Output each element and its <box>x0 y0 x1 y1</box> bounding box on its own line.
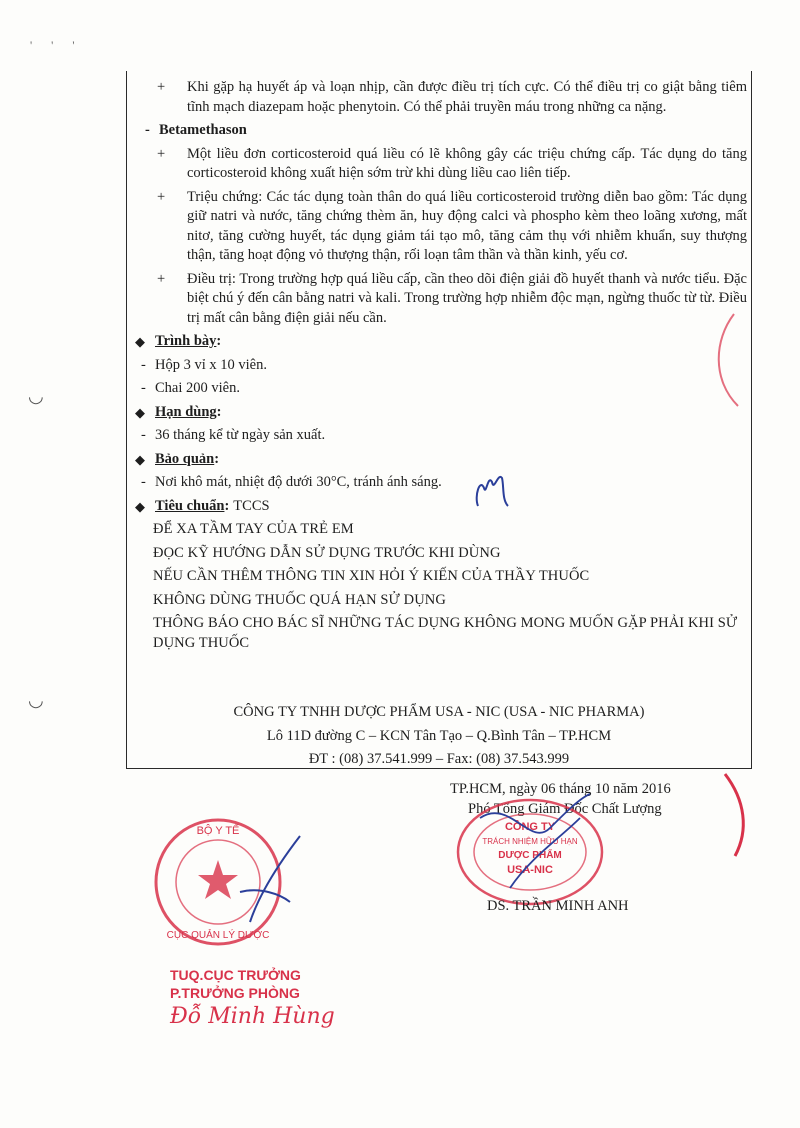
list-item: - Nơi khô mát, nhiệt độ dưới 30°C, tránh ánh sáng. <box>141 474 442 490</box>
list-item: - 36 tháng kể từ ngày sản xuất. <box>141 427 326 443</box>
betamethason-item: + Một liều đơn corticosteroid quá liều có lẽ không gây các triệu chứng cấp. Tác dụng do tăng corticosteroid không xuất hiện sớm trừ khi dùng liều cao liên tiếp. <box>157 145 747 181</box>
svg-text:BỘ Y TẾ: BỘ Y TẾ <box>196 825 240 837</box>
binder-hole-mark: ◡ <box>28 690 44 710</box>
section-heading-tieu-chuan: ◆ Tiêu chuẩn : TCCS <box>135 497 747 517</box>
section-heading-trinh-bay: ◆ Trình bày : <box>135 332 747 352</box>
betamethason-item: + Triệu chứng: Các tác dụng toàn thân do quá liều corticosteroid trường diễn bao gồm: Tác dụng giữ natri và nước, tăng chứng thèm ăn, huy động calci và phospho kèm theo loãng xương, mất nitơ, tăng cường huyết, tác dụng giảm tái tạo mô, tăng cảm thụ với nhiễm khuẩn, suy thượng thận, tăng hoạt động vỏ thượng thận, rối loạn tâm thần và thần kinh, yếu cơ. <box>157 188 747 263</box>
signature-block <box>450 779 740 819</box>
company-address: Lô 11D đường C – KCN Tân Tạo – Q.Bình Tân – TP.HCM <box>266 728 612 744</box>
binder-hole-mark: ◡ <box>28 386 44 406</box>
warning-line: ĐỂ XA TẦM TAY CỦA TRẺ EM <box>153 521 354 537</box>
scan-marks: ' ' ' <box>30 38 83 52</box>
svg-text:CÔNG TY: CÔNG TY <box>504 821 556 833</box>
company-name: CÔNG TY TNHH DƯỢC PHẨM USA - NIC (USA - NIC PHARMA) <box>233 704 645 720</box>
svg-text:USA-NIC: USA-NIC <box>507 864 553 876</box>
svg-text:CỤC QUẢN LÝ DƯỢC: CỤC QUẢN LÝ DƯỢC <box>166 930 270 941</box>
document-body <box>135 78 747 657</box>
section-heading-bao-quan: ◆ Bảo quản : <box>135 450 747 470</box>
diamond-bullet-icon: ◆ <box>135 404 145 420</box>
list-item: - Chai 200 viên. <box>141 380 240 396</box>
signer-title: Phó Tổng Giám Đốc Chất Lượng <box>468 801 662 817</box>
overdose-item: + Khi gặp hạ huyết áp và loạn nhịp, cần được điều trị tích cực. Có thể điều trị co giật bằng tiêm tĩnh mạch diazepam hoặc phenytoin. Có thể phải truyền máu trong những ca nặng. <box>157 79 747 115</box>
svg-text:DƯỢC PHẨM: DƯỢC PHẨM <box>498 850 562 861</box>
signer-name: DS. TRẦN MINH ANH <box>487 898 629 914</box>
warning-line: KHÔNG DÙNG THUỐC QUÁ HẠN SỬ DỤNG <box>153 591 446 608</box>
date-line: TP.HCM, ngày 06 tháng 10 năm 2016 <box>450 781 671 797</box>
ministry-signature-block: TUQ.CỤC TRƯỞNG P.TRƯỞNG PHÒNG Đỗ Minh Hùng <box>170 966 335 1032</box>
warning-line: ĐỌC KỸ HƯỚNG DẪN SỬ DỤNG TRƯỚC KHI DÙNG <box>153 544 501 561</box>
diamond-bullet-icon: ◆ <box>135 498 145 514</box>
diamond-bullet-icon: ◆ <box>135 334 145 349</box>
svg-text:TRÁCH NHIỆM HỮU HẠN: TRÁCH NHIỆM HỮU HẠN <box>482 837 578 846</box>
warning-line: THÔNG BÁO CHO BÁC SĨ NHỮNG TÁC DỤNG KHÔNG MONG MUỐN GẶP PHẢI KHI SỬ DỤNG THUỐC <box>153 615 738 651</box>
betamethason-heading: - Betamethason <box>145 122 247 138</box>
list-item: - Hộp 3 vỉ x 10 viên. <box>141 356 267 373</box>
ministry-signer-name: Đỗ Minh Hùng <box>170 1004 335 1029</box>
ministry-seal-icon <box>148 812 288 952</box>
section-heading-han-dung: ◆ Hạn dùng : <box>135 403 747 423</box>
betamethason-item: + Điều trị: Trong trường hợp quá liều cấp, cần theo dõi điện giải đồ huyết thanh và nước tiểu. Đặc biệt chú ý đến cân bằng natri và kali. Trong trường hợp nhiễm độc mạn, ngừng thuốc từ từ. Điều trị mất cân bằng điện giải nếu cần. <box>157 270 747 326</box>
warning-line: NẾU CẦN THÊM THÔNG TIN XIN HỎI Ý KIẾN CỦA THẦY THUỐC <box>153 568 590 584</box>
diamond-bullet-icon: ◆ <box>135 451 145 467</box>
company-contact: ĐT : (08) 37.541.999 – Fax: (08) 37.543.999 <box>308 751 570 767</box>
ministry-signature-scribble-icon <box>220 832 310 942</box>
